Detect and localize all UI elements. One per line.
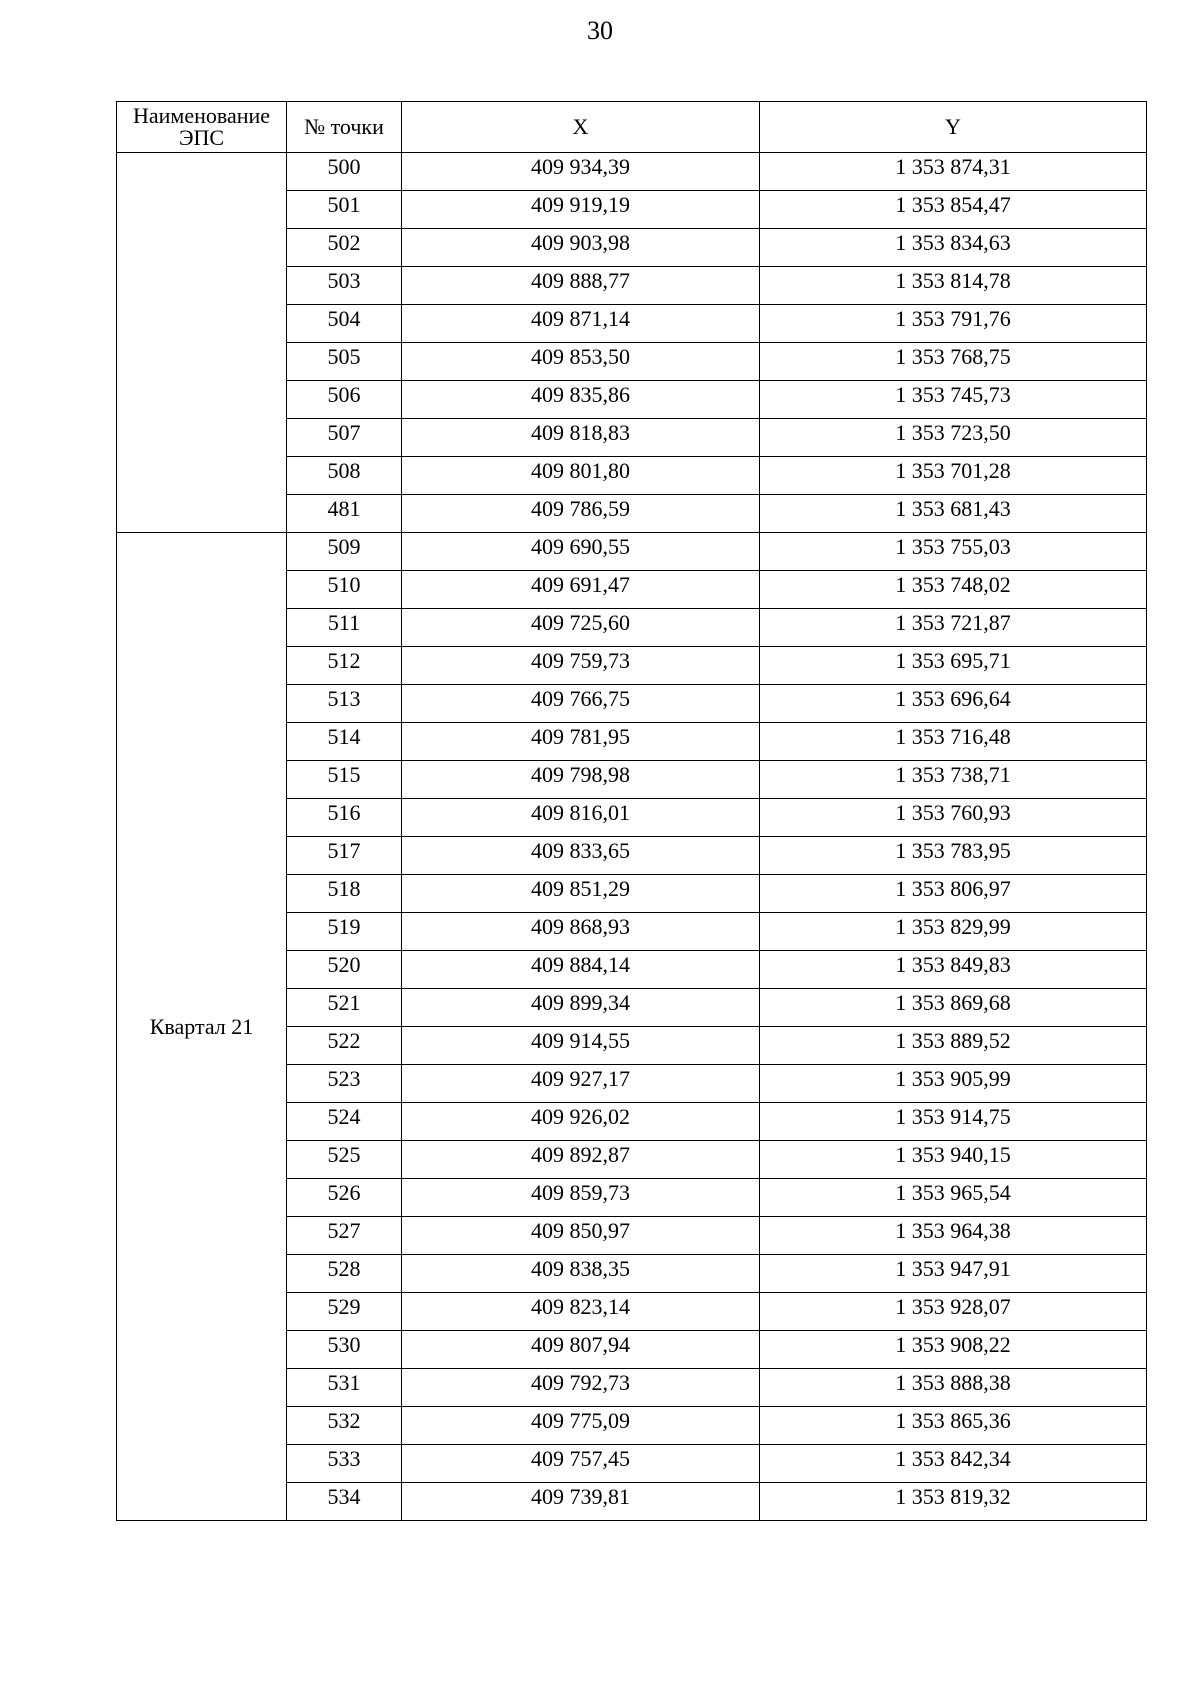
point-number-cell: 523 [287, 1065, 402, 1103]
y-coordinate-cell: 1 353 819,32 [760, 1483, 1147, 1521]
y-coordinate-cell: 1 353 681,43 [760, 495, 1147, 533]
x-coordinate-cell: 409 757,45 [402, 1445, 760, 1483]
point-number-cell: 507 [287, 419, 402, 457]
y-coordinate-cell: 1 353 874,31 [760, 153, 1147, 191]
x-coordinate-cell: 409 853,50 [402, 343, 760, 381]
x-coordinate-cell: 409 725,60 [402, 609, 760, 647]
y-coordinate-cell: 1 353 721,87 [760, 609, 1147, 647]
point-number-cell: 505 [287, 343, 402, 381]
point-number-cell: 514 [287, 723, 402, 761]
y-coordinate-cell: 1 353 768,75 [760, 343, 1147, 381]
x-coordinate-cell: 409 884,14 [402, 951, 760, 989]
x-coordinate-cell: 409 919,19 [402, 191, 760, 229]
x-coordinate-cell: 409 801,80 [402, 457, 760, 495]
y-coordinate-cell: 1 353 849,83 [760, 951, 1147, 989]
point-number-cell: 517 [287, 837, 402, 875]
point-number-cell: 526 [287, 1179, 402, 1217]
y-coordinate-cell: 1 353 905,99 [760, 1065, 1147, 1103]
x-coordinate-cell: 409 690,55 [402, 533, 760, 571]
x-coordinate-cell: 409 859,73 [402, 1179, 760, 1217]
point-number-cell: 534 [287, 1483, 402, 1521]
y-coordinate-cell: 1 353 745,73 [760, 381, 1147, 419]
x-coordinate-cell: 409 833,65 [402, 837, 760, 875]
point-number-cell: 481 [287, 495, 402, 533]
point-number-cell: 510 [287, 571, 402, 609]
y-coordinate-cell: 1 353 914,75 [760, 1103, 1147, 1141]
point-number-cell: 518 [287, 875, 402, 913]
point-number-cell: 519 [287, 913, 402, 951]
point-number-cell: 530 [287, 1331, 402, 1369]
x-coordinate-cell: 409 871,14 [402, 305, 760, 343]
x-coordinate-cell: 409 835,86 [402, 381, 760, 419]
x-coordinate-cell: 409 807,94 [402, 1331, 760, 1369]
y-coordinate-cell: 1 353 755,03 [760, 533, 1147, 571]
x-coordinate-cell: 409 775,09 [402, 1407, 760, 1445]
point-number-cell: 502 [287, 229, 402, 267]
x-coordinate-cell: 409 739,81 [402, 1483, 760, 1521]
x-coordinate-cell: 409 927,17 [402, 1065, 760, 1103]
table-body [117, 153, 1147, 1521]
y-coordinate-cell: 1 353 947,91 [760, 1255, 1147, 1293]
eps-name-cell: Квартал 21 [117, 533, 287, 1521]
y-coordinate-cell: 1 353 829,99 [760, 913, 1147, 951]
table-row [117, 153, 1147, 191]
x-coordinate-cell: 409 903,98 [402, 229, 760, 267]
point-number-cell: 531 [287, 1369, 402, 1407]
y-coordinate-cell: 1 353 908,22 [760, 1331, 1147, 1369]
eps-name-cell [117, 153, 287, 533]
point-number-cell: 515 [287, 761, 402, 799]
point-number-cell: 504 [287, 305, 402, 343]
point-number-cell: 501 [287, 191, 402, 229]
table-header-row [117, 102, 1147, 153]
point-number-cell: 522 [287, 1027, 402, 1065]
x-coordinate-cell: 409 759,73 [402, 647, 760, 685]
x-coordinate-cell: 409 781,95 [402, 723, 760, 761]
point-number-cell: 525 [287, 1141, 402, 1179]
point-number-cell: 516 [287, 799, 402, 837]
x-coordinate-cell: 409 766,75 [402, 685, 760, 723]
y-coordinate-cell: 1 353 701,28 [760, 457, 1147, 495]
y-coordinate-cell: 1 353 964,38 [760, 1217, 1147, 1255]
x-coordinate-cell: 409 888,77 [402, 267, 760, 305]
y-coordinate-cell: 1 353 738,71 [760, 761, 1147, 799]
point-number-cell: 503 [287, 267, 402, 305]
y-coordinate-cell: 1 353 814,78 [760, 267, 1147, 305]
point-number-cell: 520 [287, 951, 402, 989]
x-coordinate-cell: 409 926,02 [402, 1103, 760, 1141]
y-coordinate-cell: 1 353 834,63 [760, 229, 1147, 267]
point-number-cell: 524 [287, 1103, 402, 1141]
x-coordinate-cell: 409 838,35 [402, 1255, 760, 1293]
header-point-number: № точки [287, 102, 402, 153]
y-coordinate-cell: 1 353 791,76 [760, 305, 1147, 343]
x-coordinate-cell: 409 786,59 [402, 495, 760, 533]
point-number-cell: 509 [287, 533, 402, 571]
point-number-cell: 532 [287, 1407, 402, 1445]
y-coordinate-cell: 1 353 888,38 [760, 1369, 1147, 1407]
x-coordinate-cell: 409 816,01 [402, 799, 760, 837]
page-number: 30 [587, 16, 613, 45]
y-coordinate-cell: 1 353 760,93 [760, 799, 1147, 837]
x-coordinate-cell: 409 851,29 [402, 875, 760, 913]
y-coordinate-cell: 1 353 696,64 [760, 685, 1147, 723]
header-eps-name: Наименование ЭПС [117, 102, 287, 153]
y-coordinate-cell: 1 353 854,47 [760, 191, 1147, 229]
y-coordinate-cell: 1 353 748,02 [760, 571, 1147, 609]
y-coordinate-cell: 1 353 928,07 [760, 1293, 1147, 1331]
y-coordinate-cell: 1 353 783,95 [760, 837, 1147, 875]
x-coordinate-cell: 409 691,47 [402, 571, 760, 609]
header-y: Y [760, 102, 1147, 153]
point-number-cell: 511 [287, 609, 402, 647]
point-number-cell: 533 [287, 1445, 402, 1483]
header-x: X [402, 102, 760, 153]
x-coordinate-cell: 409 792,73 [402, 1369, 760, 1407]
y-coordinate-cell: 1 353 869,68 [760, 989, 1147, 1027]
table-row [117, 533, 1147, 571]
x-coordinate-cell: 409 914,55 [402, 1027, 760, 1065]
x-coordinate-cell: 409 823,14 [402, 1293, 760, 1331]
x-coordinate-cell: 409 934,39 [402, 153, 760, 191]
point-number-cell: 528 [287, 1255, 402, 1293]
y-coordinate-cell: 1 353 716,48 [760, 723, 1147, 761]
x-coordinate-cell: 409 818,83 [402, 419, 760, 457]
x-coordinate-cell: 409 798,98 [402, 761, 760, 799]
y-coordinate-cell: 1 353 940,15 [760, 1141, 1147, 1179]
point-number-cell: 529 [287, 1293, 402, 1331]
point-number-cell: 513 [287, 685, 402, 723]
x-coordinate-cell: 409 850,97 [402, 1217, 760, 1255]
y-coordinate-cell: 1 353 842,34 [760, 1445, 1147, 1483]
y-coordinate-cell: 1 353 965,54 [760, 1179, 1147, 1217]
point-number-cell: 527 [287, 1217, 402, 1255]
y-coordinate-cell: 1 353 723,50 [760, 419, 1147, 457]
y-coordinate-cell: 1 353 695,71 [760, 647, 1147, 685]
point-number-cell: 512 [287, 647, 402, 685]
x-coordinate-cell: 409 868,93 [402, 913, 760, 951]
coordinates-table [116, 101, 1147, 1521]
x-coordinate-cell: 409 892,87 [402, 1141, 760, 1179]
y-coordinate-cell: 1 353 889,52 [760, 1027, 1147, 1065]
point-number-cell: 521 [287, 989, 402, 1027]
point-number-cell: 506 [287, 381, 402, 419]
point-number-cell: 508 [287, 457, 402, 495]
x-coordinate-cell: 409 899,34 [402, 989, 760, 1027]
y-coordinate-cell: 1 353 865,36 [760, 1407, 1147, 1445]
y-coordinate-cell: 1 353 806,97 [760, 875, 1147, 913]
point-number-cell: 500 [287, 153, 402, 191]
